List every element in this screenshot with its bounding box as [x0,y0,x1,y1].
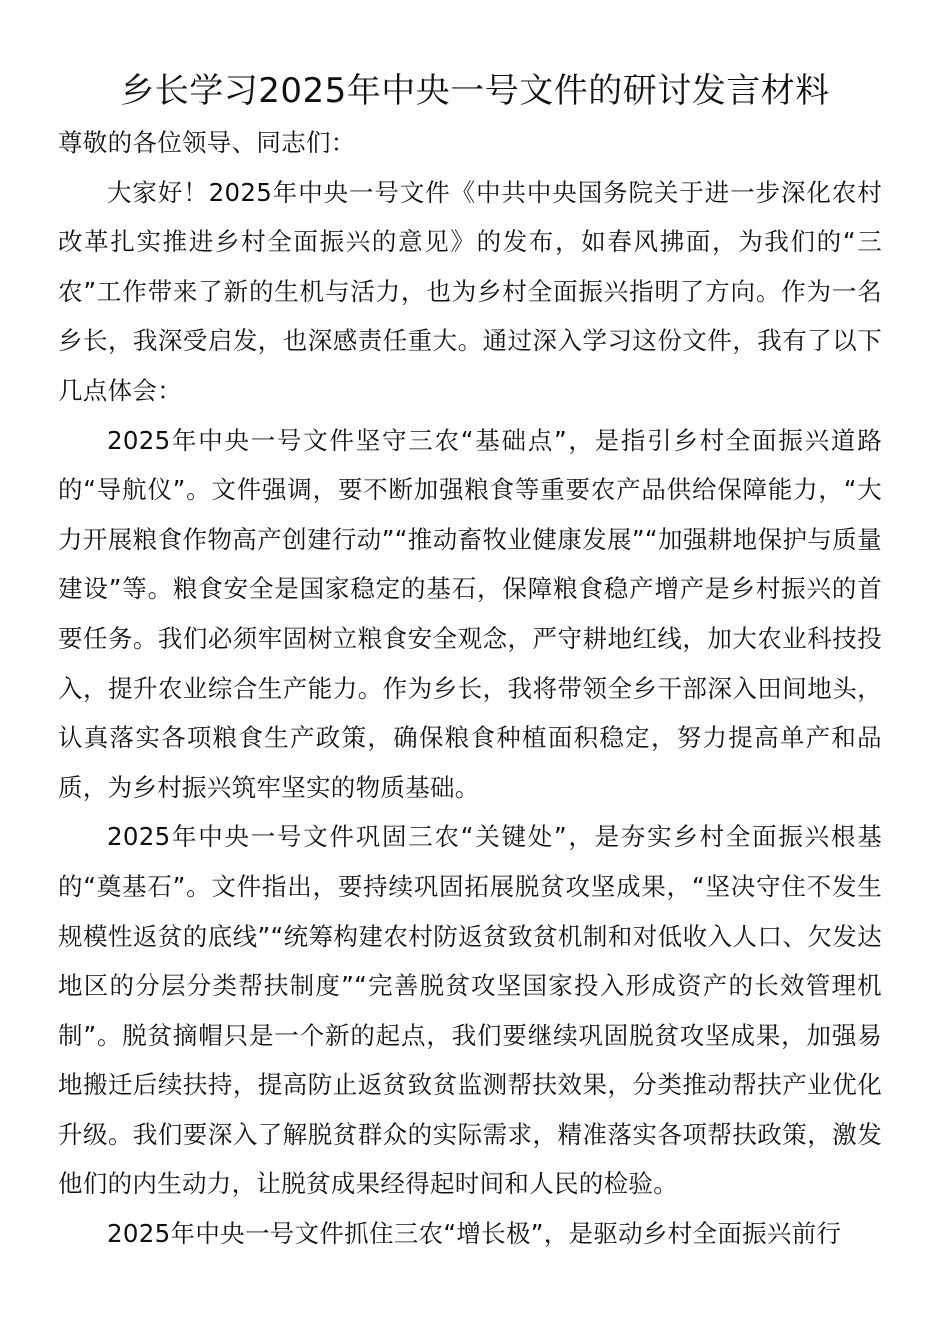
paragraph-growth-pole: 2025年中央一号文件抓住三农“增长极”，是驱动乡村全面振兴前行 [107,1219,842,1249]
paragraph-greeting: 大家好！2025年中央一号文件《中共中央国务院关于进一步深化农村改革扎实推进乡村全面振兴的意见》的发布，如春风拂面，为我们的“三农”工作带来了新的生机与活力，也为乡村全面振兴指明了方向。作为一名乡长，我深受启发，也深感责任重大。通过深入学习这份文件，我有了以下几点体会： [58,177,882,405]
salutation: 尊敬的各位领导、同志们： [58,128,356,157]
paragraph-foundation-point: 2025年中央一号文件坚守三农“基础点”，是指引乡村全面振兴道路的“导航仪”。文件强调，要不断加强粮食等重要农产品供给保障能力，“大力开展粮食作物高产创建行动”“推动畜牧业健康发展”“加强耕地保护与质量建设”等。粮食安全是国家稳定的基石，保障粮食稳产增产是乡村振兴的首要任务。我们必须牢固树立粮食安全观念，严守耕地红线，加大农业科技投入，提升农业综合生产能力。作为乡长，我将带领全乡干部深入田间地头，认真落实各项粮食生产政策，确保粮食种植面积稳定，努力提高单产和品质，为乡村振兴筑牢坚实的物质基础。 [58,425,882,802]
paragraph-key-point: 2025年中央一号文件巩固三农“关键处”，是夯实乡村全面振兴根基的“奠基石”。文件指出，要持续巩固拓展脱贫攻坚成果，“坚决守住不发生规模性返贫的底线”“统筹构建农村防返贫致贫机制和对低收入人口、欠发达地区的分层分类帮扶制度”“完善脱贫攻坚国家投入形成资产的长效管理机制”。脱贫摘帽只是一个新的起点，我们要继续巩固脱贫攻坚成果，加强易地搬迁后续扶持，提高防止返贫致贫监测帮扶效果，分类推动帮扶产业优化升级。我们要深入了解脱贫群众的实际需求，精准落实各项帮扶政策，激发他们的内生动力，让脱贫成果经得起时间和人民的检验。 [58,822,882,1199]
document-title: 乡长学习2025年中央一号文件的研讨发言材料 [120,71,830,111]
document-body [58,118,882,1259]
